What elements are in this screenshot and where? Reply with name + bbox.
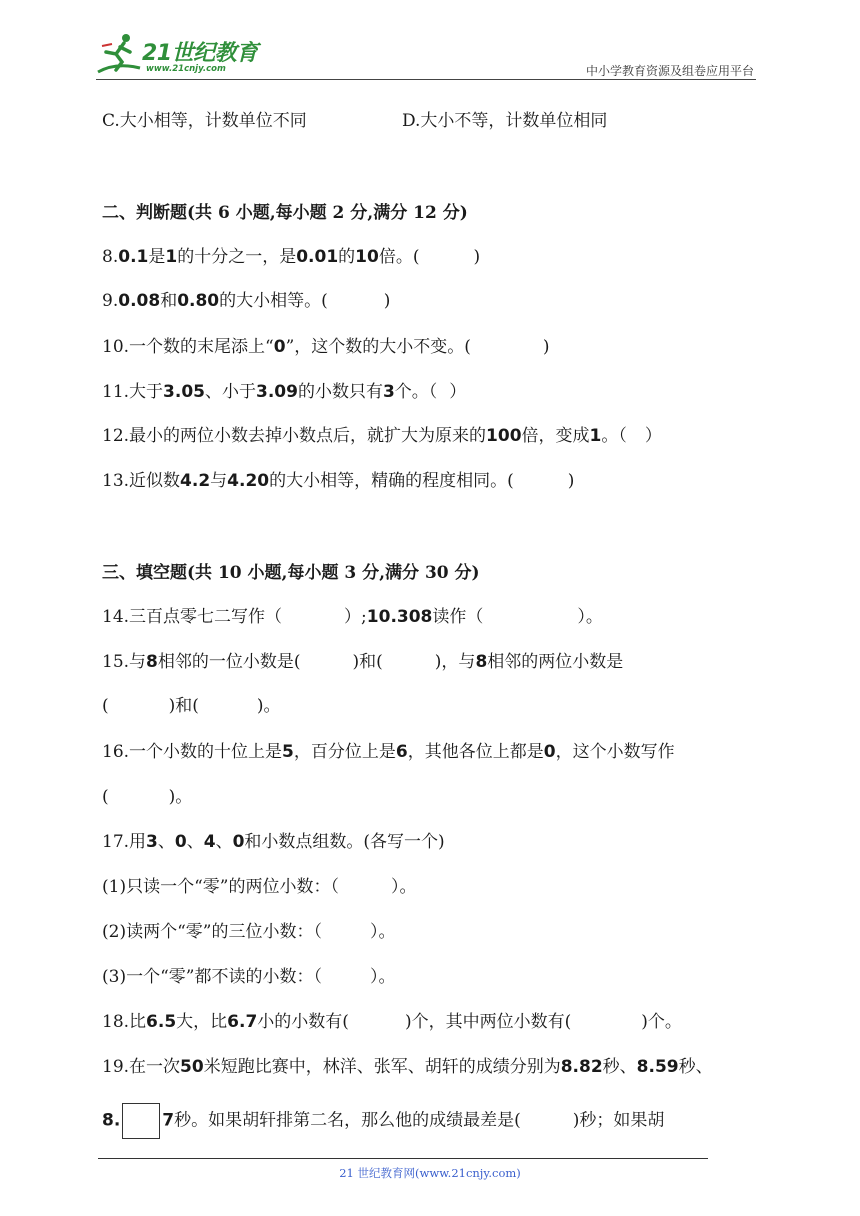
question-17: 17.用3、0、4、0和小数点组数。(各写一个) bbox=[102, 832, 445, 852]
option-d-line bbox=[402, 110, 607, 132]
header-platform-text: 中小学教育资源及组卷应用平台 bbox=[585, 64, 754, 78]
section-2-title: 二、判断题(共 6 小题,每小题 2 分,满分 12 分) bbox=[102, 203, 468, 223]
question-19: 19.在一次50米短跑比赛中，林洋、张军、胡轩的成绩分别为8.82秒、8.59秒、 bbox=[102, 1057, 713, 1077]
question-14: 14.三百点零七二写作（ ）;10.308读作（ ）。 bbox=[102, 607, 603, 627]
footer-divider bbox=[98, 1158, 708, 1159]
options-line bbox=[102, 110, 307, 132]
header-divider bbox=[96, 79, 756, 80]
logo-text: 21世纪教育 bbox=[142, 41, 258, 66]
question-12: 12.最小的两位小数去掉小数点后，就扩大为原来的100倍，变成1。（ ） bbox=[102, 426, 662, 446]
runner-logo-icon bbox=[96, 32, 144, 76]
logo-url: www.21cnjy.com bbox=[146, 64, 226, 74]
question-9: 9.0.08和0.80的大小相等。( ) bbox=[102, 291, 391, 311]
question-15: 15.与8相邻的一位小数是( )和( )，与8相邻的两位小数是 bbox=[102, 652, 624, 672]
question-16-cont: ( )。 bbox=[102, 787, 193, 807]
question-13: 13.近似数4.2与4.20的大小相等，精确的程度相同。( ) bbox=[102, 471, 575, 491]
option-d: D.大小不等，计数单位相同 bbox=[402, 111, 608, 131]
question-11: 11.大于3.05、小于3.09的小数只有3个。（ ） bbox=[102, 382, 467, 402]
question-15-cont: ( )和( )。 bbox=[102, 696, 281, 716]
section-3-title: 三、填空题(共 10 小题,每小题 3 分,满分 30 分) bbox=[102, 563, 480, 583]
question-17-2: (2)读两个“零”的三位小数：（ ）。 bbox=[102, 922, 396, 942]
option-c: C.大小相等，计数单位不同 bbox=[102, 111, 307, 131]
question-19-cont: 8. 7秒。如果胡轩排第二名，那么他的成绩最差是( )秒；如果胡 bbox=[102, 1103, 664, 1139]
question-17-3: (3)一个“零”都不读的小数：（ ）。 bbox=[102, 967, 396, 987]
footer-text[interactable]: 21 世纪教育网(www.21cnjy.com) bbox=[339, 1166, 521, 1180]
question-18: 18.比6.5大，比6.7小的小数有( )个，其中两位小数有( )个。 bbox=[102, 1012, 682, 1032]
question-8: 8.0.1是1的十分之一，是0.01的10倍。( ) bbox=[102, 247, 481, 267]
digit-box[interactable] bbox=[122, 1103, 160, 1139]
page-header bbox=[96, 30, 756, 80]
question-16: 16.一个小数的十位上是5，百分位上是6，其他各位上都是0，这个小数写作 bbox=[102, 742, 675, 762]
logo bbox=[96, 30, 266, 80]
question-17-1: (1)只读一个“零”的两位小数：（ ）。 bbox=[102, 877, 417, 897]
question-10: 10.一个数的末尾添上“0”，这个数的大小不变。( ) bbox=[102, 337, 550, 357]
